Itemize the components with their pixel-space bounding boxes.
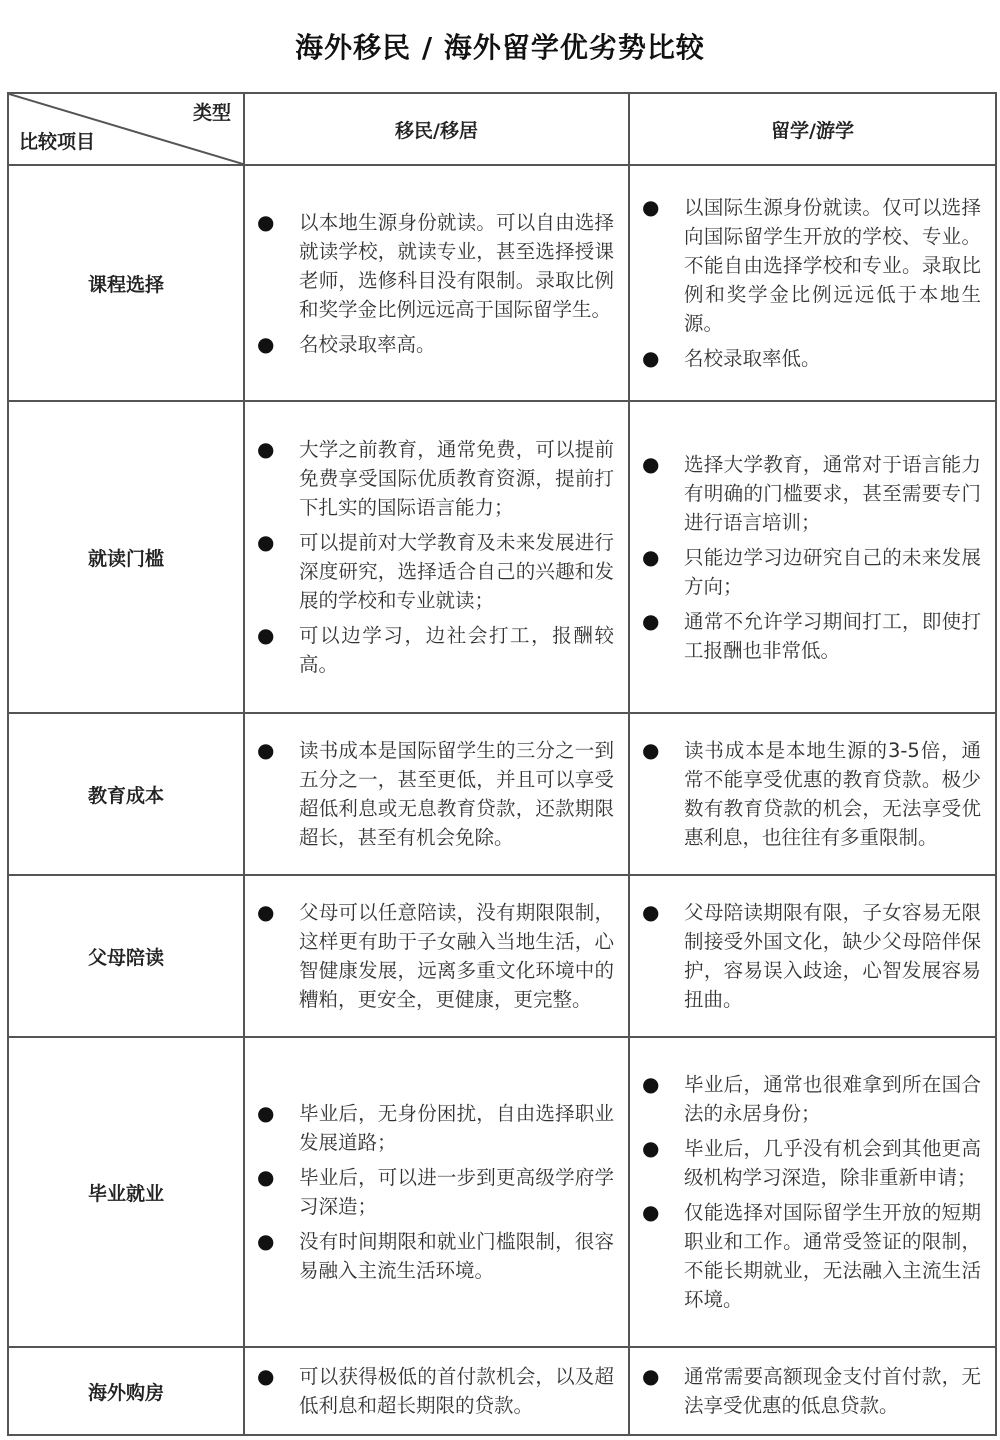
table-body: [8, 165, 996, 1435]
list-item: [640, 344, 981, 373]
list-item: [640, 193, 981, 338]
bullet-text: 以本地生源身份就读。可以自由选择就读学校，就读专业，甚至选择授课老师，选修科目没有限制。录取比例和奖学金比例远远高于国际留学生。: [299, 210, 614, 321]
type-label: 类型: [192, 102, 231, 124]
bullet-dot-icon: ●: [642, 451, 660, 476]
category-cell: 就读门槛: [8, 401, 244, 713]
study-cell: [629, 1347, 996, 1435]
table-row: [8, 401, 996, 713]
category-cell: 课程选择: [8, 165, 244, 401]
list-item: [640, 1362, 981, 1420]
immigration-cell: [244, 713, 629, 875]
bullet-dot-icon: ●: [642, 346, 660, 370]
bullet-text: 没有时间期限和就业门槛限制，很容易融入主流生活环境。: [299, 1230, 614, 1282]
bullet-text: 读书成本是本地生源的3-5倍，通常不能享受优惠的教育贷款。极少数有教育贷款的机会，无法享受优惠利息，也往往有多重限制。: [684, 739, 981, 849]
category-cell: 教育成本: [8, 713, 244, 875]
list-item: [255, 435, 614, 522]
study-cell: [629, 713, 996, 875]
bullet-text: 选择大学教育，通常对于语言能力有明确的门槛要求，甚至需要专门进行语言培训；: [684, 452, 981, 534]
list-item: [255, 1163, 614, 1221]
bullet-text: 只能边学习边研究自己的未来发展方向；: [684, 545, 981, 598]
list-item: [255, 1099, 614, 1157]
comparison-table: [7, 92, 997, 1436]
list-item: [640, 450, 981, 537]
list-item: [255, 736, 614, 852]
bullet-text: 毕业后，几乎没有机会到其他更高级机构学习深造，除非重新申请；: [684, 1137, 981, 1189]
study-cell: [629, 401, 996, 713]
table-row: [8, 1347, 996, 1435]
bullet-dot-icon: ●: [257, 623, 275, 647]
bullet-text: 大学之前教育，通常免费，可以提前免费享受国际优质教育资源，提前打下扎实的国际语言能力；: [299, 438, 614, 519]
list-item: [640, 736, 981, 852]
category-cell: 海外购房: [8, 1347, 244, 1435]
list-item: [640, 1198, 981, 1314]
bullet-dot-icon: ●: [257, 1229, 275, 1253]
list-item: [640, 543, 981, 601]
table-row: [8, 165, 996, 401]
study-cell: [629, 165, 996, 401]
list-item: [255, 1362, 614, 1420]
study-cell: [629, 875, 996, 1037]
list-item: [255, 208, 614, 324]
immigration-cell: [244, 875, 629, 1037]
list-item: [640, 898, 981, 1014]
list-item: [255, 1227, 614, 1285]
list-item: [255, 621, 614, 679]
study-cell: [629, 1037, 996, 1347]
list-item: [640, 1070, 981, 1128]
immigration-cell: [244, 165, 629, 401]
bullet-dot-icon: ●: [642, 738, 660, 762]
bullet-text: 通常不允许学习期间打工，即使打工报酬也非常低。: [684, 609, 981, 662]
list-item: [255, 330, 614, 359]
bullet-dot-icon: ●: [642, 1364, 660, 1388]
bullet-dot-icon: ●: [257, 900, 275, 924]
list-item: [255, 898, 614, 1014]
bullet-dot-icon: ●: [642, 544, 660, 569]
list-item: [640, 1134, 981, 1192]
bullet-dot-icon: ●: [257, 209, 275, 234]
table-row: [8, 875, 996, 1037]
immigration-cell: [244, 1037, 629, 1347]
list-item: [255, 528, 614, 615]
bullet-dot-icon: ●: [257, 437, 275, 461]
immigration-cell: [244, 1347, 629, 1435]
bullet-text: 名校录取率高。: [299, 332, 436, 356]
bullet-text: 仅能选择对国际留学生开放的短期职业和工作。通常受签证的限制，不能长期就业，无法融入主流生活环境。: [684, 1201, 981, 1311]
bullet-dot-icon: ●: [642, 1200, 660, 1224]
column-header-immigration: 移民/移居: [244, 93, 629, 165]
list-item: [640, 607, 981, 665]
header-row: [8, 93, 996, 165]
bullet-dot-icon: ●: [257, 1101, 275, 1125]
bullet-text: 读书成本是国际留学生的三分之一到五分之一，甚至更低，并且可以享受超低利息或无息教育贷款，还款期限超长，甚至有机会免除。: [299, 739, 614, 849]
bullet-dot-icon: ●: [642, 1136, 660, 1160]
category-cell: 毕业就业: [8, 1037, 244, 1347]
bullet-text: 父母可以任意陪读，没有期限限制，这样更有助于子女融入当地生活，心智健康发展，远离多重文化环境中的糟粕，更安全，更健康，更完整。: [299, 901, 614, 1011]
bullet-text: 父母陪读期限有限，子女容易无限制接受外国文化，缺少父母陪伴保护，容易误入歧途，心智发展容易扭曲。: [684, 901, 981, 1011]
table-row: [8, 713, 996, 875]
column-header-study: 留学/游学: [629, 93, 996, 165]
page-title: 海外移民 / 海外留学优劣势比较: [295, 31, 705, 64]
diagonal-header-cell: [8, 93, 244, 165]
bullet-dot-icon: ●: [642, 195, 660, 219]
bullet-dot-icon: ●: [642, 608, 660, 633]
bullet-dot-icon: ●: [257, 1165, 275, 1189]
bullet-dot-icon: ●: [642, 1072, 660, 1096]
table-row: [8, 1037, 996, 1347]
bullet-text: 毕业后，通常也很难拿到所在国合法的永居身份；: [684, 1073, 981, 1125]
bullet-dot-icon: ●: [257, 738, 275, 762]
bullet-text: 可以获得极低的首付款机会，以及超低利息和超长期限的贷款。: [299, 1365, 614, 1417]
comparison-item-label: 比较项目: [19, 131, 96, 153]
bullet-text: 可以边学习，边社会打工，报酬较高。: [299, 624, 614, 676]
bullet-text: 毕业后，可以进一步到更高级学府学习深造；: [299, 1166, 614, 1218]
bullet-text: 通常需要高额现金支付首付款，无法享受优惠的低息贷款。: [684, 1365, 981, 1417]
immigration-cell: [244, 401, 629, 713]
bullet-text: 可以提前对大学教育及未来发展进行深度研究，选择适合自己的兴趣和发展的学校和专业就读；: [299, 531, 614, 612]
bullet-dot-icon: ●: [257, 530, 275, 554]
bullet-text: 毕业后，无身份困扰，自由选择职业发展道路；: [299, 1102, 614, 1154]
bullet-text: 名校录取率低。: [684, 347, 821, 370]
bullet-dot-icon: ●: [257, 1364, 275, 1388]
bullet-text: 以国际生源身份就读。仅可以选择向国际留学生开放的学校、专业。不能自由选择学校和专业。录取比例和奖学金比例远远低于本地生源。: [684, 196, 981, 335]
category-cell: 父母陪读: [8, 875, 244, 1037]
bullet-dot-icon: ●: [642, 900, 660, 924]
bullet-dot-icon: ●: [257, 331, 275, 356]
